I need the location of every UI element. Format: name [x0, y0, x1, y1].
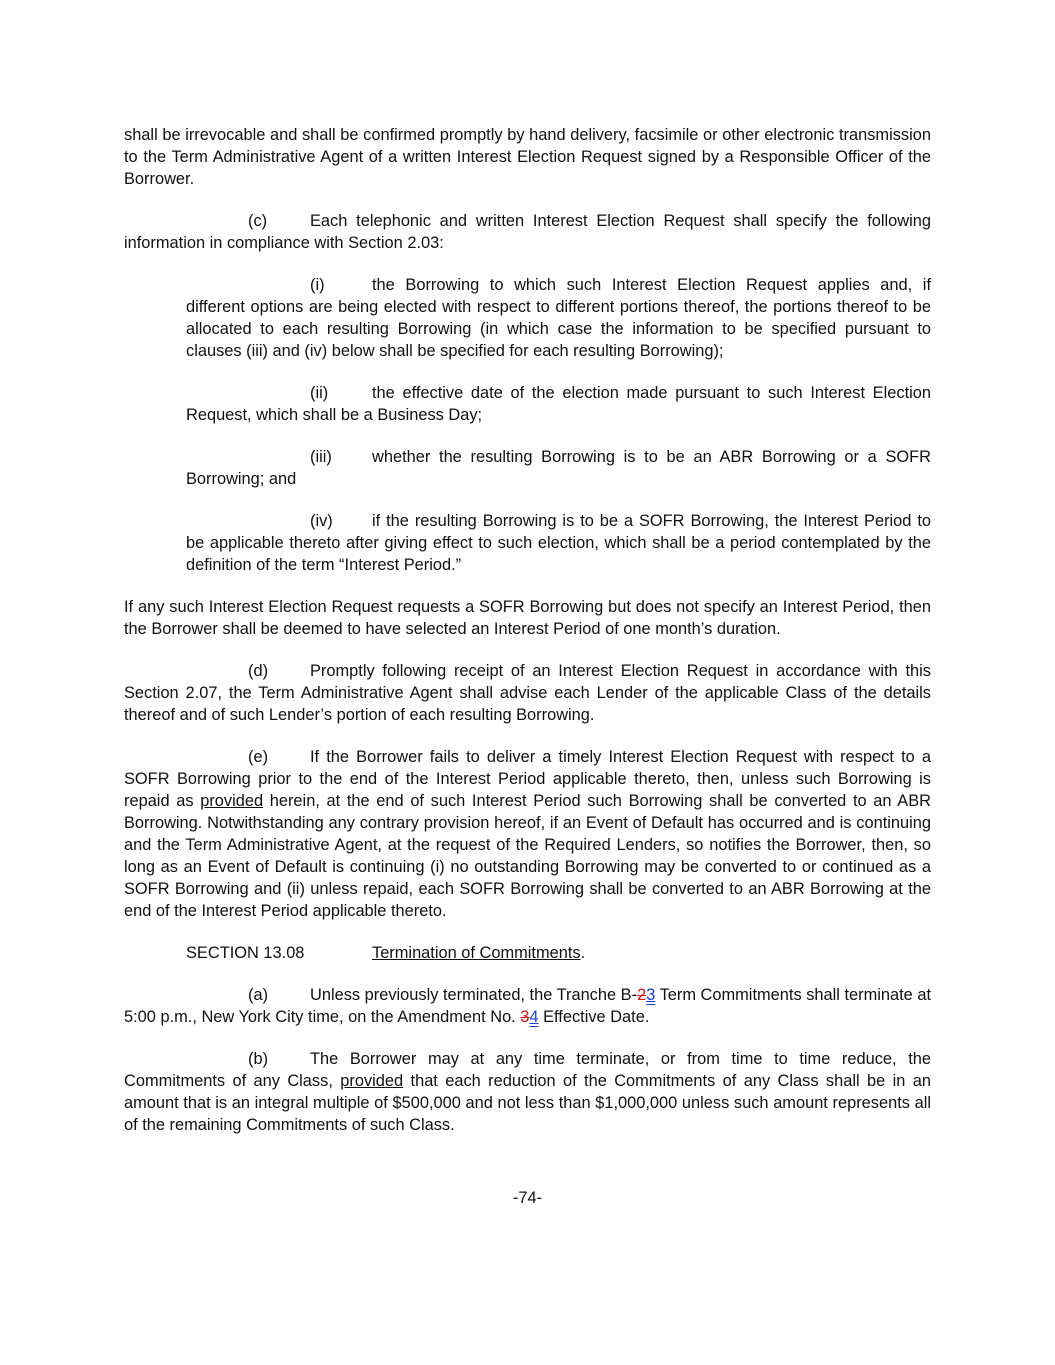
clause-b-label: (b) [248, 1050, 269, 1068]
paragraph-if: If any such Interest Election Request requests a SOFR Borrowing but does not specify an Interest Period, then the Borrower shall be deemed to have selected an Interest Period of one month’s duration. [124, 598, 931, 638]
clause-a-label: (a) [248, 986, 269, 1004]
clause-ii-label: (ii) [310, 384, 329, 402]
clause-iv [186, 510, 931, 576]
clause-iii-text: whether the resulting Borrowing is to be an ABR Borrowing or a SOFR Borrowing; and [186, 448, 931, 488]
clause-ii [186, 382, 931, 426]
clause-d [124, 660, 931, 726]
inserted-text: 3 [646, 986, 656, 1004]
clause-c-text: Each telephonic and written Interest Election Request shall specify the following information in compliance with Section 2.03: [124, 212, 931, 252]
clause-d-label: (d) [248, 662, 269, 680]
clause-a-text-3: Effective Date. [538, 1008, 650, 1026]
inserted-text: 4 [529, 1008, 539, 1026]
page-number: -74- [512, 1189, 543, 1207]
clause-e-provided: provided [200, 792, 264, 810]
clause-iv-label: (iv) [310, 512, 333, 530]
clause-iv-text: if the resulting Borrowing is to be a SOFR Borrowing, the Interest Period to be applicable thereto after giving effect to such election, which shall be a period contemplated by the definition of the term “Interest Period.” [186, 512, 931, 574]
clause-iii-label: (iii) [310, 448, 332, 466]
clause-e-text-after: herein, at the end of such Interest Period such Borrowing shall be converted to an ABR Borrowing. Notwithstanding any contrary provision hereof, if an Event of Default has occurred and is continuing and the Term Administrative Agent, at the request of the Required Lenders, so notifies the Borrower, then, so long as an Event of Default is continuing (i) no outstanding Borrowing may be converted to or continued as a SOFR Borrowing and (ii) unless repaid, each SOFR Borrowing shall be converted to an ABR Borrowing at the end of the Interest Period applicable thereto. [124, 792, 931, 920]
clause-c-label: (c) [248, 212, 268, 230]
section-title: Termination of Commitments [372, 944, 581, 962]
clause-b-text-after: that each reduction of the Commitments of any Class shall be in an amount that is an integral multiple of $500,000 and not less than $1,000,000 unless such amount represents all of the remaining Commitments of such Class. [124, 1072, 931, 1134]
clause-c [124, 210, 931, 254]
clause-i [186, 274, 931, 362]
section-heading [186, 942, 931, 964]
body-text [124, 124, 931, 1156]
clause-ii-text: the effective date of the election made pursuant to such Interest Election Request, which shall be a Business Day; [186, 384, 931, 424]
deleted-text: 2 [637, 986, 647, 1004]
clause-e-text-before: If the Borrower fails to deliver a timely Interest Election Request with respect to a SOFR Borrowing prior to the end of the Interest Period applicable thereto, then, unless such Borrowing is repaid as [124, 748, 931, 810]
clause-e-label: (e) [248, 748, 269, 766]
clause-i-label: (i) [310, 276, 325, 294]
deleted-text: 3 [520, 1008, 530, 1026]
clause-e [124, 746, 931, 922]
clause-a [124, 984, 931, 1028]
clause-i-text: the Borrowing to which such Interest Election Request applies and, if different options are being elected with respect to different portions thereof, the portions thereof to be allocated to each resulting Borrowing (in which case the information to be specified pursuant to clauses (iii) and (iv) below shall be specified for each resulting Borrowing); [186, 276, 931, 360]
clause-a-text-2: Term Commitments shall terminate at 5:00 p.m., New York City time, on the Amendment No. [124, 986, 931, 1026]
clause-b-provided: provided [340, 1072, 404, 1090]
clause-b [124, 1048, 931, 1136]
clause-b-text-before: The Borrower may at any time terminate, or from time to time reduce, the Commitments of any Class, [124, 1050, 931, 1090]
section-number: SECTION 13.08 [186, 944, 305, 962]
clause-d-text: Promptly following receipt of an Interest Election Request in accordance with this Section 2.07, the Term Administrative Agent shall advise each Lender of the applicable Class of the details thereof and of such Lender’s portion of each resulting Borrowing. [124, 662, 931, 724]
paragraph-intro: shall be irrevocable and shall be confirmed promptly by hand delivery, facsimile or other electronic transmission to the Term Administrative Agent of a written Interest Election Request signed by a Responsible Officer of the Borrower. [124, 126, 931, 188]
section-period: . [580, 944, 586, 962]
clause-a-text-1: Unless previously terminated, the Tranche B- [310, 986, 638, 1004]
clause-iii [186, 446, 931, 490]
